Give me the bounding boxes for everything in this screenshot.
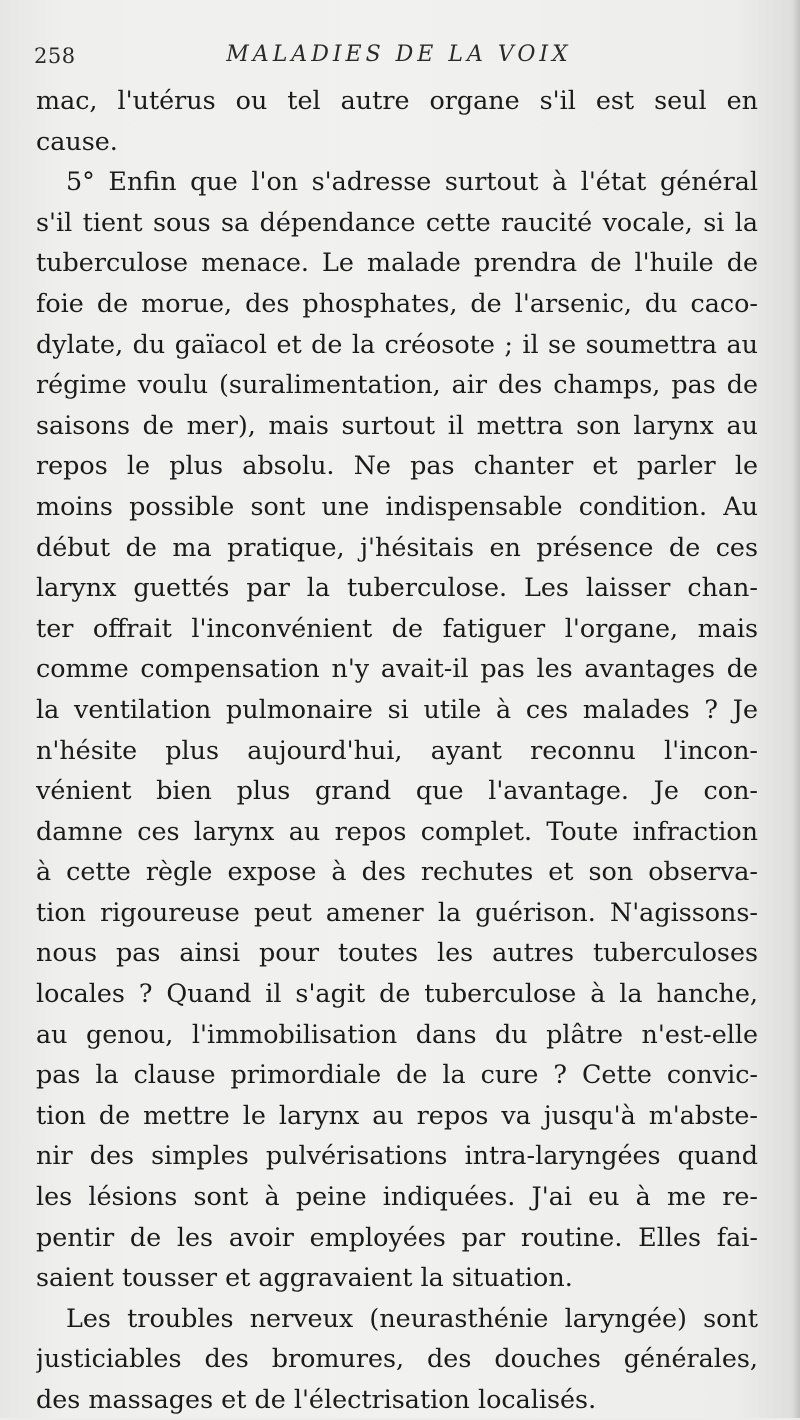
text-line: ter offrait l'inconvénient de fatiguer l'organe, mais: [36, 612, 758, 643]
text-line: s'il tient sous sa dépendance cette raucité vocale, si la: [36, 206, 758, 237]
running-title: MALADIES DE LA VOIX: [226, 42, 572, 67]
text-line: tuberculose menace. Le malade prendra de l'huile de: [36, 247, 758, 278]
text-line: pentir de les avoir employées par routine. Elles fai-: [36, 1221, 758, 1252]
text-line: foie de morue, des phosphates, de l'arsenic, du caco-: [36, 287, 758, 318]
text-line: larynx guettés par la tuberculose. Les laisser chan-: [36, 572, 758, 603]
text-line: dylate, du gaïacol et de la créosote ; il se soumettra au: [36, 328, 758, 359]
text-line: au genou, l'immobilisation dans du plâtre n'est-elle: [36, 1018, 758, 1049]
text-line: cause.: [36, 125, 118, 156]
text-line: justiciables des bromures, des douches générales,: [36, 1343, 758, 1374]
text-line: nous pas ainsi pour toutes les autres tuberculoses: [36, 937, 758, 968]
text-line: la ventilation pulmonaire si utile à ces malades ? Je: [36, 693, 758, 724]
text-line: nir des simples pulvérisations intra-laryngées quand: [36, 1140, 758, 1171]
text-line: à cette règle expose à des rechutes et son observa-: [36, 856, 758, 887]
text-line: comme compensation n'y avait-il pas les avantages de: [36, 653, 758, 684]
text-line: damne ces larynx au repos complet. Toute infraction: [36, 815, 758, 846]
text-line: Les troubles nerveux (neurasthénie laryngée) sont: [66, 1302, 758, 1333]
text-line: saisons de mer), mais surtout il mettra son larynx au: [36, 409, 758, 440]
text-line: tion rigoureuse peut amener la guérison. N'agissons-: [36, 896, 758, 927]
text-line: les lésions sont à peine indiquées. J'ai eu à me re-: [36, 1181, 758, 1212]
body-text: [36, 80, 758, 1420]
text-line: n'hésite plus aujourd'hui, ayant reconnu l'incon-: [36, 734, 758, 765]
text-line: début de ma pratique, j'hésitais en présence de ces: [36, 531, 758, 562]
page-number: 258: [34, 44, 76, 68]
text-line: régime voulu (suralimentation, air des champs, pas de: [36, 369, 758, 400]
text-line: locales ? Quand il s'agit de tuberculose à la hanche,: [36, 978, 758, 1009]
page-header: [34, 38, 764, 78]
text-line: mac, l'utérus ou tel autre organe s'il est seul en: [36, 85, 758, 115]
text-line: tion de mettre le larynx au repos va jusqu'à m'abste-: [36, 1099, 758, 1130]
text-line: 5° Enfin que l'on s'adresse surtout à l'état général: [66, 166, 758, 197]
text-line: saient tousser et aggravaient la situation.: [36, 1262, 573, 1293]
text-line: pas la clause primordiale de la cure ? Cette convic-: [36, 1059, 758, 1090]
text-line: des massages et de l'électrisation localisés.: [36, 1384, 597, 1414]
text-line: vénient bien plus grand que l'avantage. Je con-: [36, 775, 758, 806]
text-line: moins possible sont une indispensable condition. Au: [36, 490, 758, 521]
text-line: repos le plus absolu. Ne pas chanter et parler le: [36, 450, 758, 481]
page-edge-shadow: [792, 0, 800, 1418]
